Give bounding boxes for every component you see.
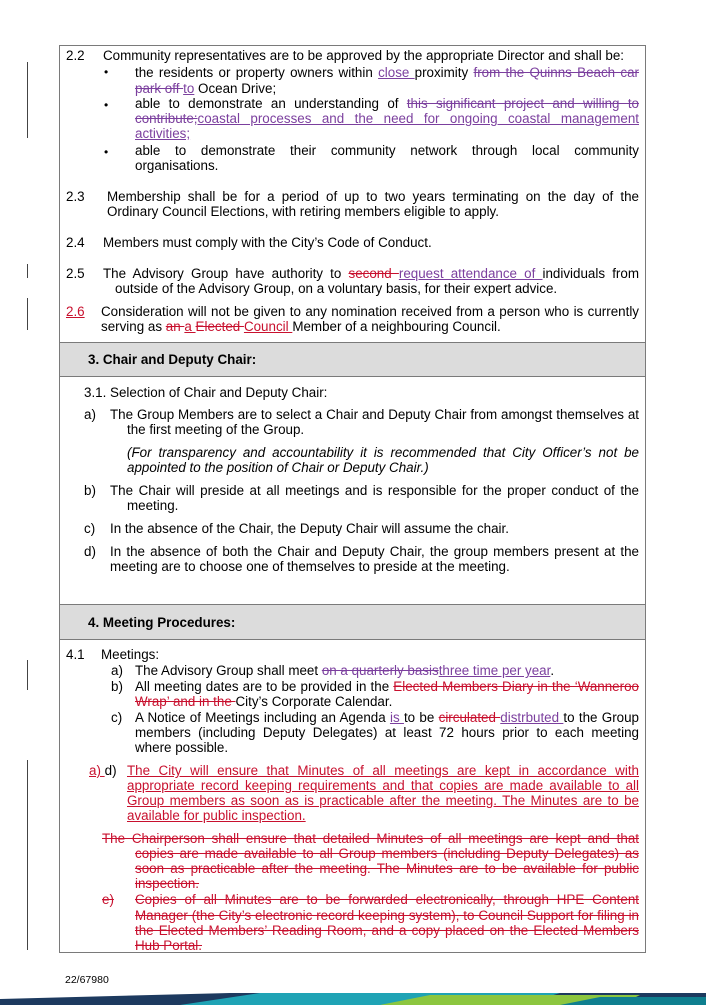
bullet-line: the residents or property owners within close proximity from the Quinns Beach car (135, 65, 640, 80)
subsection-title: 3.1. Selection of Chair and Deputy Chair: (84, 385, 328, 400)
bullet-line: organisations. (135, 158, 219, 173)
clause-text: Consideration will not be given to any nomination received from a person who is currently (101, 304, 639, 319)
bullet: • (104, 98, 109, 112)
list-text: meeting. (127, 498, 179, 513)
clause-text: Ordinary Council Elections, with retiring members eligible to apply. (107, 204, 499, 219)
bullet: • (104, 65, 109, 79)
list-text: meeting are to choose one of themselves to preside at the meeting. (110, 559, 510, 574)
section-header (60, 342, 645, 377)
clause-number: 2.6 (66, 304, 85, 319)
clause-number: 2.4 (66, 235, 85, 250)
change-bar (27, 660, 28, 690)
change-bar (27, 62, 28, 96)
deleted-paragraph: copies are made available to all Group members (including Deputy Delegates) as (135, 846, 639, 861)
list-text: appropriate record keeping requirements and that copies are made available to all (127, 778, 639, 793)
bullet-line: able to demonstrate their community network through local community (135, 143, 639, 158)
bullet: • (104, 145, 109, 159)
list-label: d) (84, 544, 96, 559)
list-text: The Group Members are to select a Chair and Deputy Chair from amongst themselves at (110, 407, 639, 422)
list-text: The City will ensure that Minutes of all meetings are kept in accordance with (127, 763, 639, 778)
deleted-paragraph: inspection. (135, 876, 200, 891)
clause-number: 2.5 (66, 266, 85, 281)
list-text: The Advisory Group shall meet on a quarterly basisthree time per year. (135, 663, 555, 678)
clause-number: 2.2 (66, 48, 85, 63)
list-label: a) (84, 407, 96, 422)
deleted-paragraph: Hub Portal. (135, 938, 202, 953)
list-text: the first meeting of the Group. (127, 422, 305, 437)
bullet-line: able to demonstrate an understanding of this significant project and willing to (135, 96, 639, 111)
list-label: c) (84, 521, 96, 536)
deleted-paragraph: soon as practicable after the meeting. The Minutes are to be available for public (135, 861, 639, 876)
clause-heading: Meetings: (101, 647, 160, 662)
list-text: Wrap’ and in the City’s Corporate Calendar. (135, 694, 393, 709)
bullet-line: activities; (135, 126, 191, 141)
bullet-line: contribute;coastal processes and the need for ongoing coastal management (135, 111, 639, 126)
note-text: (For transparency and accountability it is recommended that City Officer’s not be (127, 445, 639, 460)
list-text: available for public inspection. (127, 808, 306, 823)
clause-text: Membership shall be for a period of up to two years terminating on the day of the (107, 189, 639, 204)
section-header (60, 604, 645, 640)
list-text: A Notice of Meetings including an Agenda is to be circulated distrbuted to the Group (135, 710, 640, 725)
list-text: members (including Deputy Delegates) at least 72 hours prior to each meeting (135, 725, 639, 740)
list-label: c) (111, 710, 123, 725)
list-text: All meeting dates are to be provided in the Elected Members Diary in the ‘Wanneroo (135, 679, 639, 694)
list-label: b) (84, 483, 96, 498)
section-title: 3. Chair and Deputy Chair: (88, 352, 257, 367)
list-text: In the absence of the Chair, the Deputy Chair will assume the chair. (110, 521, 509, 536)
change-bar (27, 264, 28, 278)
list-label: e) (102, 892, 114, 907)
document-content-box (59, 45, 646, 953)
change-bar (27, 298, 28, 330)
deleted-paragraph: Copies of all Minutes are to be forwarded electronically, through HPE Content (135, 892, 639, 907)
bullet-line: park off to Ocean Drive; (135, 81, 277, 96)
list-label: a) (111, 663, 123, 678)
document-id: 22/67980 (65, 974, 109, 986)
list-text: where possible. (135, 740, 229, 755)
change-bar (27, 760, 28, 950)
list-text: In the absence of both the Chair and Deputy Chair, the group members present at the (110, 544, 639, 559)
note-text: appointed to the position of Chair or Deputy Chair.) (127, 460, 429, 475)
clause-text: Members must comply with the City’s Code of Conduct. (103, 235, 432, 250)
footer-decoration (0, 993, 706, 1005)
section-title: 4. Meeting Procedures: (88, 615, 236, 630)
clause-number: 2.3 (66, 189, 85, 204)
list-label: b) (111, 679, 123, 694)
deleted-paragraph: the Elected Members’ Reading Room, and a copy placed on the Elected Members (135, 923, 639, 938)
clause-number: 4.1 (66, 647, 85, 662)
deleted-paragraph: Manager (the City’s electronic record keeping system), to Council Support for filing in (135, 908, 639, 923)
list-text: Group members as soon as is practicable after the meeting. The Minutes are to be (127, 793, 639, 808)
deleted-paragraph: The Chairperson shall ensure that detailed Minutes of all meetings are kept and that (102, 831, 639, 846)
clause-text: The Advisory Group have authority to second request attendance of individuals from (103, 266, 639, 281)
clause-text: outside of the Advisory Group, on a voluntary basis, for their expert advice. (115, 281, 558, 296)
list-text: The Chair will preside at all meetings and is responsible for the proper conduct of the (110, 483, 639, 498)
clause-2-2-intro: Community representatives are to be approved by the appropriate Director and shall be: (103, 48, 625, 63)
list-label: a) d) (89, 763, 117, 778)
clause-text: serving as an a Elected Council Member of a neighbouring Council. (101, 319, 501, 334)
change-bar (27, 96, 28, 138)
